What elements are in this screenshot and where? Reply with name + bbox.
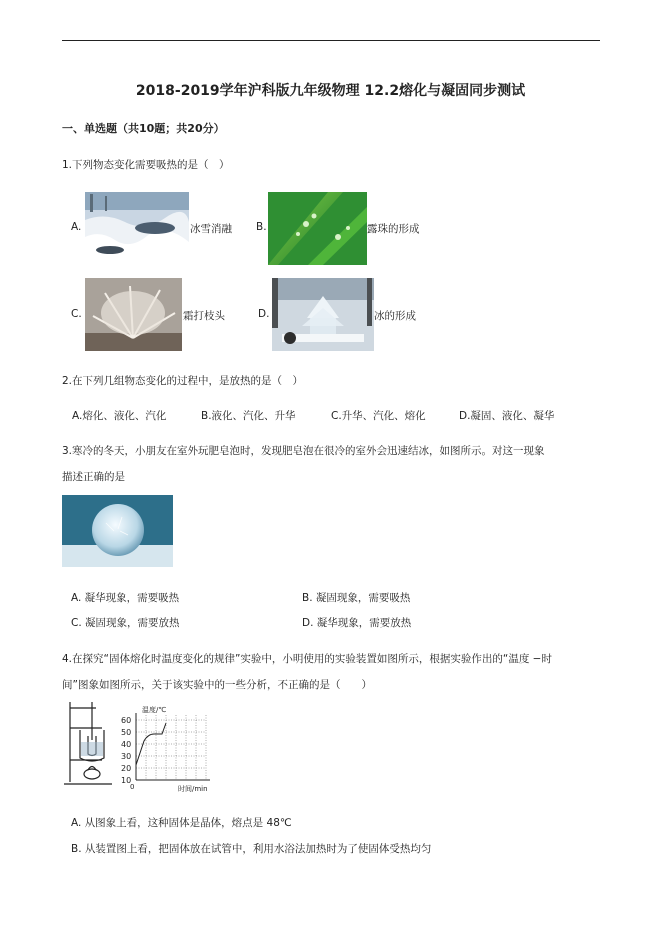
q1-option-a-caption: 冰雪消融 [190,223,232,235]
graph-origin: 0 [130,783,135,791]
q2-option-a[interactable]: A.熔化、液化、汽化 [72,410,167,422]
q2-option-c[interactable]: C.升华、汽化、熔化 [331,410,426,422]
y-tick-30: 30 [121,752,132,761]
q1-option-a-letter[interactable]: A. [71,221,82,233]
dew-drops-image [268,192,367,265]
graph-xlabel: 时间/min [178,785,208,793]
q1-option-b-caption: 露珠的形成 [367,223,420,235]
question-2-stem: 2.在下列几组物态变化的过程中，是放热的是（ ） [62,375,304,387]
question-3-stem-line2: 描述正确的是 [62,471,125,483]
q1-option-d-caption: 冰的形成 [374,310,416,322]
y-tick-60: 60 [121,716,132,725]
q4-option-a[interactable]: A. 从图象上看，这种固体是晶体，熔点是 48℃ [71,817,292,829]
q3-option-c[interactable]: C. 凝固现象，需要放热 [71,617,180,629]
q3-option-a[interactable]: A. 凝华现象，需要吸热 [71,592,180,604]
question-3-stem-line1: 3.寒冷的冬天，小朋友在室外玩肥皂泡时，发现肥皂泡在很冷的室外会迅速结冰，如图所示。对这一现象 [62,445,545,457]
snow-melt-image [85,192,189,265]
q3-option-b[interactable]: B. 凝固现象，需要吸热 [302,592,411,604]
graph-ylabel: 温度/℃ [142,706,167,714]
heating-apparatus-diagram [62,700,117,790]
q1-option-b-letter[interactable]: B. [256,221,267,233]
y-tick-10: 10 [121,776,132,785]
temperature-time-graph [118,703,218,793]
header-rule [62,40,600,41]
frozen-bubble-image [62,495,173,567]
question-1-stem: 1.下列物态变化需要吸热的是（ ） [62,159,230,171]
question-4-stem-line2: 间”图象如图所示，关于该实验中的一些分析，不正确的是（ ） [62,679,372,691]
frost-branch-image [85,278,182,351]
y-tick-20: 20 [121,764,132,773]
ice-sculpture-image [272,278,374,351]
section-heading: 一、单选题（共10题；共20分） [62,122,225,135]
question-4-stem-line1: 4.在探究“固体熔化时温度变化的规律”实验中，小明使用的实验装置如图所示，根据实验作出的“温度 −时 [62,653,552,665]
q3-option-d[interactable]: D. 凝华现象，需要放热 [302,617,412,629]
page-title: 2018-2019学年沪科版九年级物理 12.2熔化与凝固同步测试 [135,83,526,99]
q1-option-c-caption: 霜打枝头 [183,310,225,322]
q2-option-d[interactable]: D.凝固、液化、凝华 [459,410,555,422]
q1-option-c-letter[interactable]: C. [71,308,82,320]
y-tick-40: 40 [121,740,132,749]
y-tick-50: 50 [121,728,132,737]
q1-option-d-letter[interactable]: D. [258,308,270,320]
q2-option-b[interactable]: B.液化、汽化、升华 [201,410,296,422]
q4-option-b[interactable]: B. 从装置图上看，把固体放在试管中，利用水浴法加热时为了使固体受热均匀 [71,843,432,855]
